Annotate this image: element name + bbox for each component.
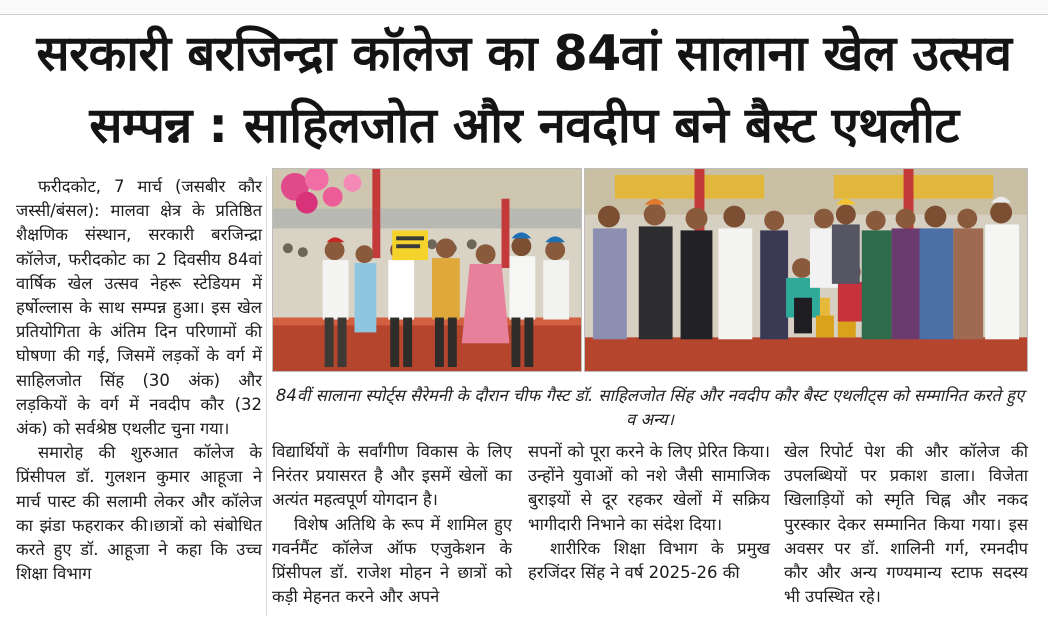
article-column-3: [528, 440, 770, 585]
article-paragraph: विद्यार्थियों के सर्वांगीण विकास के लिए निरंतर प्रयासरत है और इसमें खेलों का अत्यंत महत्वपूर्ण योगदान है।: [272, 442, 512, 510]
photo-group-with-trophies: [584, 168, 1028, 372]
headline-line-1: सरकारी बरजिन्द्रा कॉलेज का 84वां सालाना खेल उत्सव: [36, 25, 1012, 82]
headline-line-2: सम्पन्न : साहिलजोत और नवदीप बने बैस्ट एथलीट: [89, 97, 959, 154]
article-paragraph: समारोह की शुरुआत कॉलेज के प्रिंसीपल डॉ. गुलशन कुमार आहूजा ने मार्च पास्ट की सलामी लेकर और कॉलेज का झंडा फहराकर की।छात्रों को संबोधित करते हुए डॉ. आहूजा ने कहा कि उच्च शिक्षा विभाग: [16, 443, 262, 584]
page-top-strip: [0, 0, 1048, 15]
photo-caption: 84वीं सालाना स्पोर्ट्स सैरेमनी के दौरान चीफ गैस्ट डॉ. साहिलजोत सिंह और नवदीप कौर बैस्ट एथलीट्स को सम्मानित करते हुए व अन्य।: [275, 386, 1025, 429]
article-column-4: [784, 440, 1028, 609]
article-column-2: [272, 440, 512, 609]
article-paragraph: फरीदकोट, 7 मार्च (जसबीर कौर जस्सी/बंसल): मालवा क्षेत्र के प्रतिष्ठित शैक्षणिक संस्थान, सरकारी बरजिन्द्रा कॉलेज, फरीदकोट का 2 दिवसीय 84वां वार्षिक खेल उत्सव नेहरू स्टेडियम में हर्षोल्लास के साथ सम्पन्न हुआ। इस खेल प्रतियोगिता के अंतिम दिन परिणामों की घोषणा की गई, जिसमें लड़कों के वर्ग में साहिलजोत सिंह (30 अंक) और लड़कियों के वर्ग में नवदीप कौर (32 अंक) को सर्वश्रेष्ठ एथलीट चुना गया।: [16, 177, 262, 439]
photo-award-ceremony: [272, 168, 582, 372]
article-column-1: [16, 175, 262, 586]
article-paragraph: सपनों को पूरा करने के लिए प्रेरित किया। उन्होंने युवाओं को नशे जैसी सामाजिक बुराइयों से दूर रहकर खेलों में सक्रिय भागीदारी निभाने का संदेश दिया।: [528, 442, 770, 534]
article-paragraph: विशेष अतिथि के रूप में शामिल हुए गवर्नमैंट कॉलेज ऑफ एजुकेशन के प्रिंसीपल डॉ. राजेश मोहन ने छात्रों को कड़ी मेहनत करने और अपने: [272, 514, 512, 607]
column-divider: [266, 176, 267, 616]
article-paragraph: खेल रिपोर्ट पेश की और कॉलेज की उपलब्धियों पर प्रकाश डाला। विजेता खिलाड़ियों को स्मृति चिह्न और नकद पुरस्कार देकर सम्मानित किया गया। इस अवसर पर डॉ. शालिनी गर्ग, रमनदीप कौर और अन्य गण्यमान्य स्टाफ सदस्य भी उपस्थित रहे।: [784, 442, 1028, 607]
article-paragraph: शारीरिक शिक्षा विभाग के प्रमुख हरजिंदर सिंह ने वर्ष 2025-26 की: [528, 538, 770, 583]
